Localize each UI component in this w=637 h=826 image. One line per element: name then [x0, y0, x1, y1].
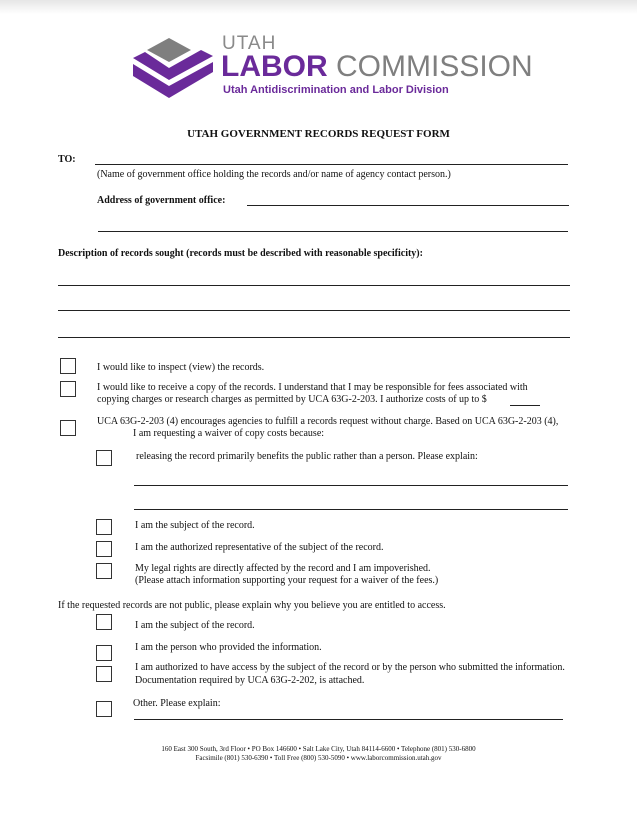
labor-commission-logo-icon	[133, 38, 219, 98]
logo-name-labor: LABOR	[221, 50, 328, 83]
address-label: Address of government office:	[97, 195, 226, 206]
footer-address: 160 East 300 South, 3rd Floor • PO Box 146600 • Salt Lake City, Utah 84114-6600 • Telephone (801) 530-6800	[161, 745, 476, 753]
description-line-3[interactable]	[58, 337, 570, 338]
subject-waiver-text: I am the subject of the record.	[135, 520, 255, 531]
other-text: Other. Please explain:	[133, 698, 221, 709]
description-line-2[interactable]	[58, 310, 570, 311]
fee-waiver-checkbox[interactable]	[60, 420, 76, 436]
not-public-subject-text: I am the subject of the record.	[135, 620, 255, 631]
copy-option-line-1: I would like to receive a copy of the records. I understand that I may be responsible for fees associated with	[97, 382, 528, 393]
authorized-access-checkbox[interactable]	[96, 666, 112, 682]
footer-contact: Facsimile (801) 530-6390 • Toll Free (800) 530-5090 • www.laborcommission.utah.gov	[195, 754, 442, 762]
waiver-text-line-1: UCA 63G-2-203 (4) encourages agencies to fulfill a records request without charge. Based on UCA 63G-2-203 (4),	[97, 416, 559, 427]
cost-limit-entry-line[interactable]	[510, 405, 540, 406]
address-entry-line-2[interactable]	[98, 231, 568, 232]
copy-checkbox[interactable]	[60, 381, 76, 397]
authorized-rep-checkbox[interactable]	[96, 541, 112, 557]
waiver-text-line-2: I am requesting a waiver of copy costs because:	[133, 428, 325, 439]
inspect-option-text: I would like to inspect (view) the records.	[97, 362, 265, 373]
public-benefit-line-2[interactable]	[134, 509, 568, 510]
provided-info-checkbox[interactable]	[96, 645, 112, 661]
logo-utah-text: UTAH	[222, 33, 277, 54]
page-top-shade	[0, 0, 637, 14]
description-line-1[interactable]	[58, 285, 570, 286]
public-benefit-checkbox[interactable]	[96, 450, 112, 466]
legal-rights-line-1: My legal rights are directly affected by the record and I am impoverished.	[135, 563, 431, 574]
inspect-checkbox[interactable]	[60, 358, 76, 374]
address-entry-line-1[interactable]	[247, 205, 569, 206]
legal-rights-line-2: (Please attach information supporting your request for a waiver of the fees.)	[135, 575, 439, 586]
other-checkbox[interactable]	[96, 701, 112, 717]
form-title: UTAH GOVERNMENT RECORDS REQUEST FORM	[187, 128, 450, 140]
public-benefit-line-1[interactable]	[134, 485, 568, 486]
not-public-subject-checkbox[interactable]	[96, 614, 112, 630]
logo-division-text: Utah Antidiscrimination and Labor Division	[223, 84, 449, 96]
subject-waiver-checkbox[interactable]	[96, 519, 112, 535]
legal-rights-checkbox[interactable]	[96, 563, 112, 579]
logo-name-commission: COMMISSION	[336, 50, 533, 83]
other-explain-line[interactable]	[134, 719, 563, 720]
logo-agency-name	[221, 52, 533, 82]
provided-info-text: I am the person who provided the information.	[135, 642, 322, 653]
to-label: TO:	[58, 154, 76, 165]
authorized-access-line-2: Documentation required by UCA 63G-2-202, is attached.	[135, 675, 365, 686]
authorized-access-line-1: I am authorized to have access by the subject of the record or by the person who submitted the information.	[135, 662, 565, 673]
description-label: Description of records sought (records must be described with reasonable specificity):	[58, 248, 423, 259]
to-hint-text: (Name of government office holding the records and/or name of agency contact person.)	[97, 169, 451, 180]
to-entry-line[interactable]	[95, 164, 568, 165]
not-public-intro: If the requested records are not public, please explain why you believe you are entitled to access.	[58, 600, 446, 611]
public-benefit-text: releasing the record primarily benefits the public rather than a person. Please explain:	[136, 451, 478, 462]
copy-option-line-2: copying charges or research charges as permitted by UCA 63G-2-203. I authorize costs of up to $	[97, 394, 487, 405]
authorized-rep-text: I am the authorized representative of the subject of the record.	[135, 542, 384, 553]
